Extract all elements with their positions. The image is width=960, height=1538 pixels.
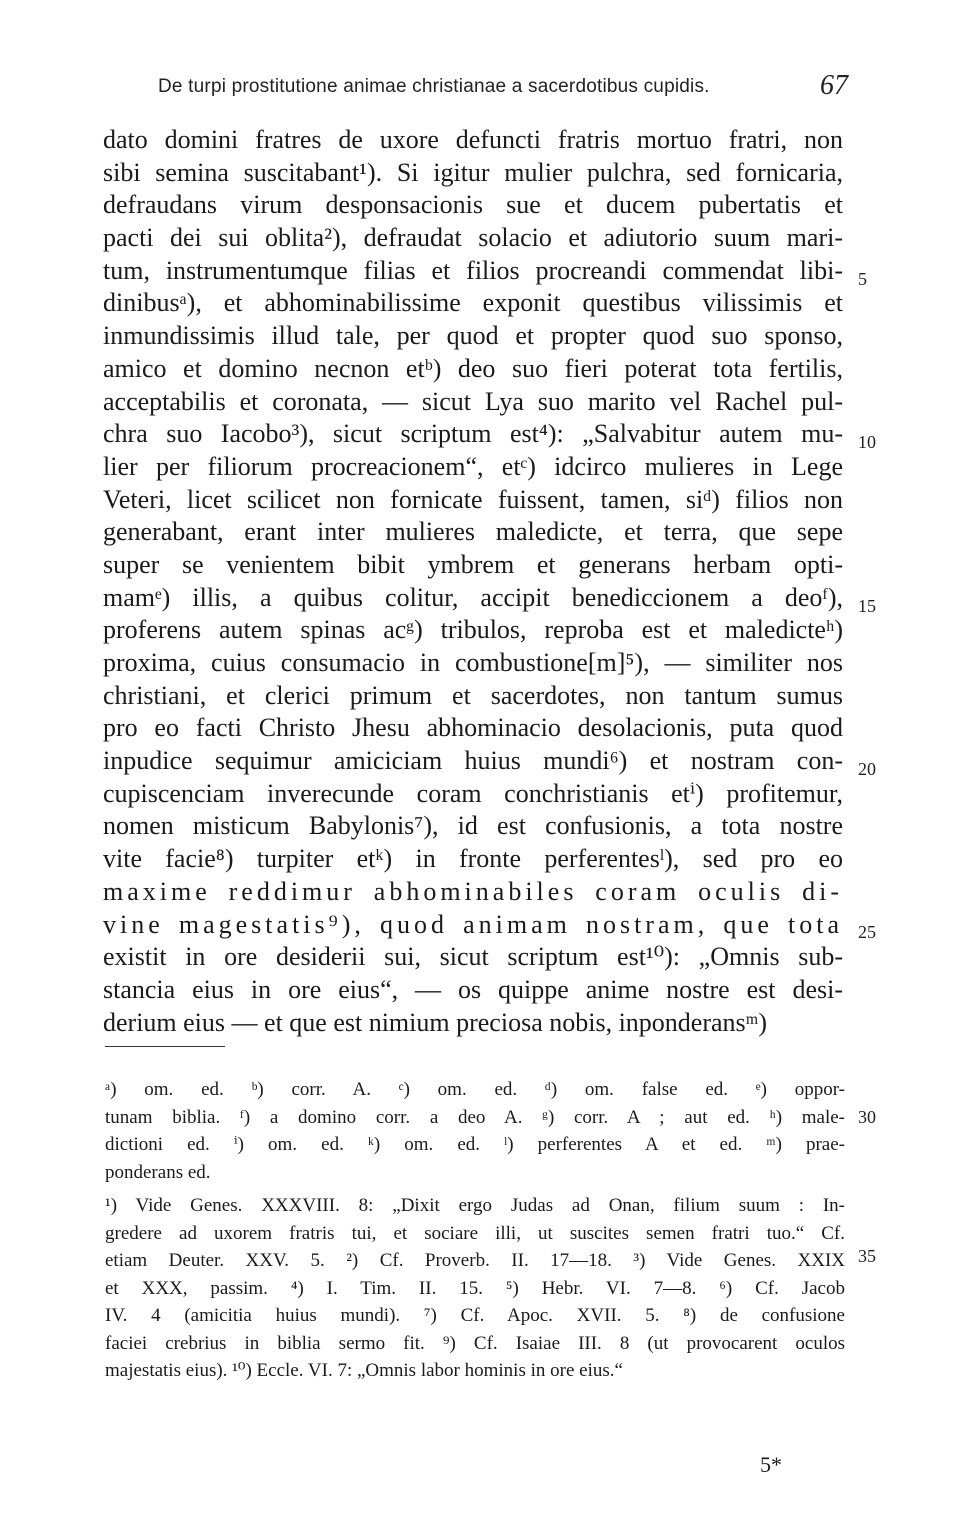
text-line: amico et domino necnon etᵇ) deo suo fieri poterat tota fertilis, — [103, 353, 843, 383]
text-line: inpudice sequimur amiciciam huius mundi⁶) et nostram con- — [103, 746, 843, 776]
text-line: vite facie⁸) turpiter etᵏ) in fronte perferentesˡ), sed pro eo — [103, 844, 843, 874]
critical-apparatus — [105, 1076, 845, 1186]
text-line: dato domini fratres de uxore defuncti fratris mortuo fratri, non — [103, 125, 843, 154]
line-number: 10 — [858, 432, 876, 452]
text-line: cupiscenciam inverecunde coram conchristianis etⁱ) profitemur, — [103, 778, 843, 808]
text-line: defraudans virum desponsacionis sue et ducem pubertatis et — [103, 190, 843, 220]
apparatus-line: dictioni ed. ⁱ) om. ed. ᵏ) om. ed. ˡ) perferentes A et ed. ᵐ) prae- — [105, 1134, 845, 1155]
text-line: christiani, et clerici primum et sacerdotes, non tantum sumus — [103, 680, 843, 710]
footnote-line: ¹) Vide Genes. XXXVIII. 8: „Dixit ergo Judas ad Onan, filium suum : In- — [105, 1195, 845, 1216]
footnote-separator — [105, 1046, 225, 1047]
line-number: 30 — [858, 1107, 876, 1127]
text-line: generabant, erant inter mulieres maledicte, et terra, que sepe — [103, 517, 843, 547]
apparatus-line: tunam biblia. ᶠ) a domino corr. a deo A. ᵍ) corr. A ; aut ed. ʰ) male- — [105, 1106, 845, 1128]
line-number: 25 — [858, 922, 876, 942]
footnote-line: gredere ad uxorem fratris tui, et sociare illi, ut suscites semen fratri tuo.“ Cf. — [105, 1222, 845, 1244]
text-line: pro eo facti Christo Jhesu abhominacio desolacionis, puta quod — [103, 713, 843, 743]
text-line: tum, instrumentumque filias et filios procreandi commendat libi- — [103, 255, 843, 285]
main-text — [103, 124, 843, 1039]
text-line: Veteri, licet scilicet non fornicate fuissent, tamen, siᵈ) filios non — [103, 484, 843, 514]
text-line: lier per filiorum procreacionem“, etᶜ) idcirco mulieres in Lege — [103, 451, 843, 481]
apparatus-line: ponderans ed. — [105, 1161, 211, 1183]
footnote-line: faciei crebrius in biblia sermo fit. ⁹) Cf. Isaiae III. 8 (ut provocarent oculos — [105, 1332, 845, 1354]
line-number: 15 — [858, 596, 876, 616]
running-head — [158, 70, 848, 110]
page-number: 67 — [820, 70, 848, 101]
text-line: sibi semina suscitabant¹). Si igitur mulier pulchra, sed fornicaria, — [103, 157, 843, 187]
text-line: acceptabilis et coronata, — sicut Lya suo marito vel Rachel pul- — [103, 386, 843, 416]
text-line: proferens autem spinas acᵍ) tribulos, reproba est et maledicteʰ) — [103, 615, 843, 645]
text-line: chra suo Iacobo³), sicut scriptum est⁴): „Salvabitur autem mu- — [103, 419, 843, 449]
text-line: existit in ore desiderii sui, sicut scriptum est¹⁰): „Omnis sub- — [103, 942, 843, 972]
signature-mark: 5* — [760, 1452, 782, 1477]
footnote-line: et XXX, passim. ⁴) I. Tim. II. 15. ⁵) Hebr. VI. 7—8. ⁶) Cf. Jacob — [105, 1277, 845, 1299]
text-line: maxime reddimur abhominabiles coram oculis di- — [103, 876, 843, 906]
line-number: 20 — [858, 759, 876, 779]
running-head-title: De turpi prostitutione animae christianae a sacerdotibus cupidis. — [158, 76, 710, 97]
text-line: proxima, cuius consumacio in combustione[m]⁵), — similiter nos — [103, 648, 843, 677]
source-footnotes — [105, 1192, 845, 1385]
text-line: super se venientem bibit ymbrem et generans herbam opti- — [103, 549, 843, 579]
text-line: inmundissimis illud tale, per quod et propter quod suo sponso, — [103, 321, 843, 351]
footnote-line: IV. 4 (amicitia huius mundi). ⁷) Cf. Apoc. XVII. 5. ⁸) de confusione — [105, 1305, 845, 1326]
text-line: pacti dei sui oblita²), defraudat solacio et adiutorio suum mari- — [103, 223, 843, 253]
text-line: nomen misticum Babylonis⁷), id est confusionis, a tota nostre — [103, 811, 843, 841]
text-line: vine magestatis⁹), quod animam nostram, que tota — [103, 909, 843, 939]
text-line: stancia eius in ore eius“, — os quippe anime nostre est desi- — [103, 974, 843, 1004]
line-number: 35 — [858, 1246, 876, 1266]
text-line: derium eius — et que est nimium preciosa nobis, inponderansᵐ) — [103, 1007, 768, 1037]
apparatus-line: ᵃ) om. ed. ᵇ) corr. A. ᶜ) om. ed. ᵈ) om. false ed. ᵉ) oppor- — [105, 1079, 845, 1100]
footnote-line: majestatis eius). ¹⁰) Eccle. VI. 7: „Omnis labor hominis in ore eius.“ — [105, 1360, 623, 1381]
text-line: mamᵉ) illis, a quibus colitur, accipit benediccionem a deoᶠ), — [103, 582, 843, 612]
footnote-line: etiam Deuter. XXV. 5. ²) Cf. Proverb. II. 17—18. ³) Vide Genes. XXIX — [105, 1250, 845, 1271]
line-number: 5 — [858, 269, 867, 289]
text-line: dinibusᵃ), et abhominabilissime exponit questibus vilissimis et — [103, 288, 843, 318]
